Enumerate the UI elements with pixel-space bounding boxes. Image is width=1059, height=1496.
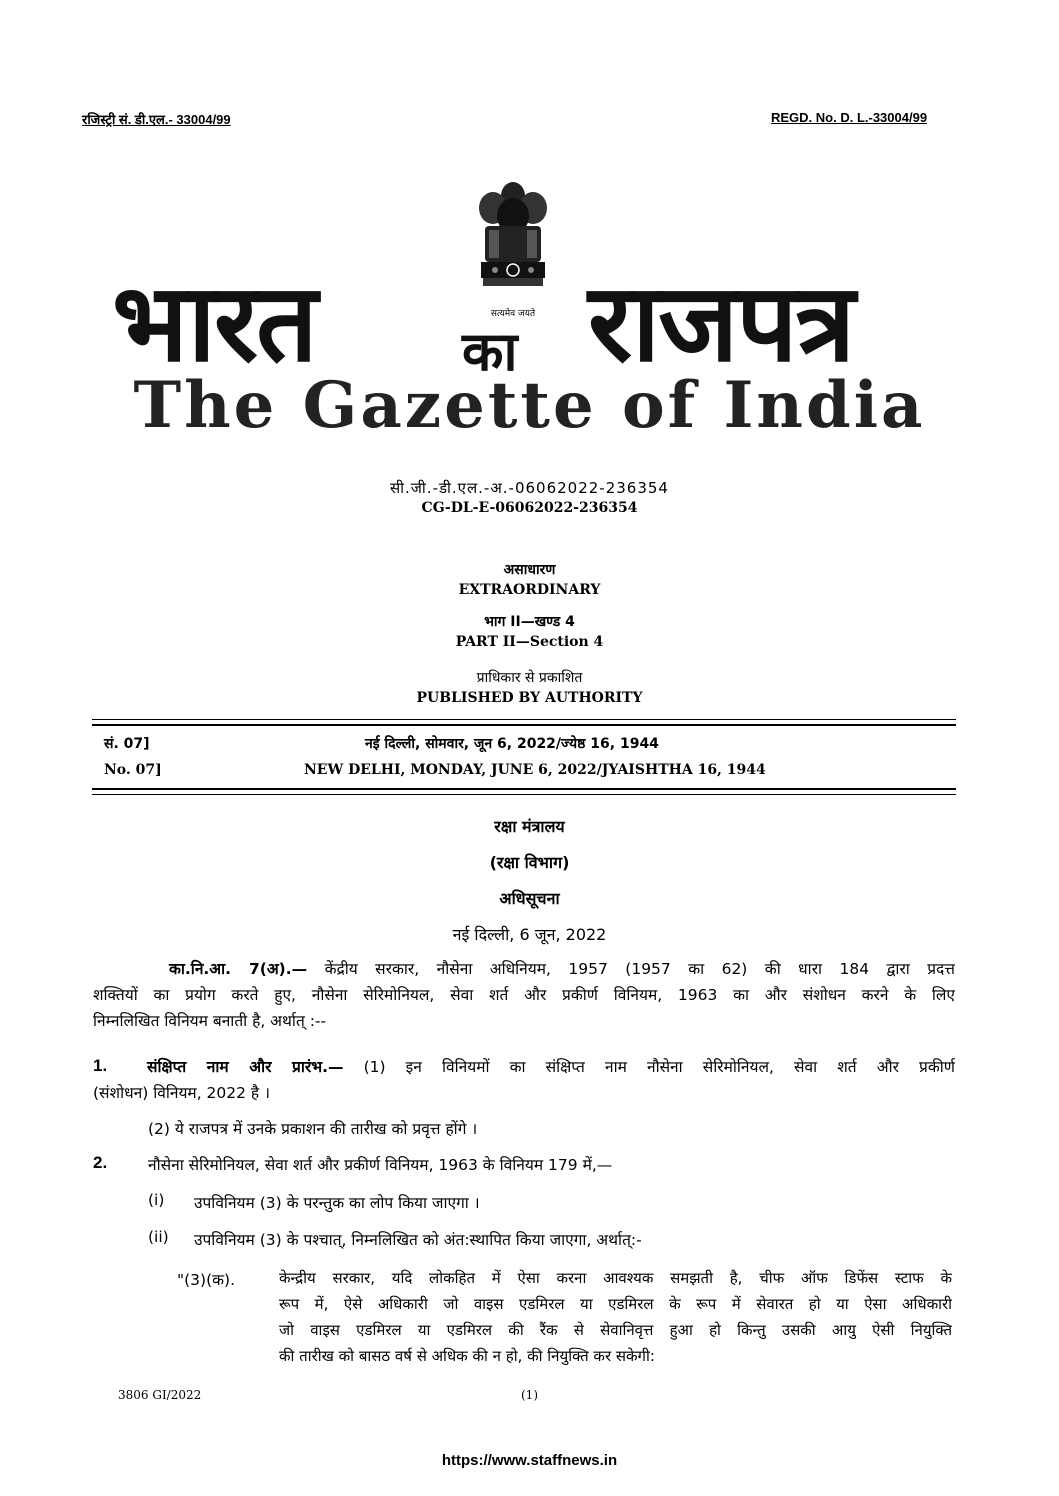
part-english: PART II—Section 4 (455, 634, 604, 650)
footer-url[interactable]: https://www.staffnews.in (441, 1452, 618, 1469)
national-emblem-icon (463, 178, 563, 318)
type-english: EXTRAORDINARY (458, 582, 601, 598)
issue-no-english: No. 07] (104, 762, 162, 778)
page-number: (1) (521, 1388, 538, 1402)
item-i-label: (i) (148, 1191, 165, 1209)
para1-line-1: (1) इन विनियमों का संक्षिप्त नाम नौसेना सेरिमोनियल, सेवा शर्त और प्रकीर्ण (363, 1058, 955, 1076)
top-rule-thick (92, 724, 956, 726)
masthead-hindi-mid: का (462, 320, 518, 383)
quote-paragraph (279, 1265, 952, 1369)
issue-no-hindi: सं. 07] (104, 736, 150, 752)
type-hindi: असाधारण (503, 562, 556, 578)
footer-code: 3806 GI/2022 (118, 1388, 202, 1402)
authority-english: PUBLISHED BY AUTHORITY (416, 690, 643, 706)
intro-line-3: निम्नलिखित विनियम बनाती है, अर्थात् :-- (93, 1012, 327, 1030)
notification-title: अधिसूचना (499, 889, 560, 908)
para1-line-2: (संशोधन) विनियम, 2022 है । (93, 1084, 270, 1102)
gazette-code-english: CG-DL-E-06062022-236354 (421, 500, 638, 516)
quote-line-4: की तारीख को बासठ वर्ष से अधिक की न हो, की नियुक्ति कर सकेगी: (279, 1347, 655, 1365)
bottom-rule (92, 794, 956, 795)
quote-label: "(3)(क). (177, 1271, 236, 1289)
quote-line-1: केन्द्रीय सरकार, यदि लोकहित में ऐसा करना आवश्यक समझती है, चीफ ऑफ डिफेंस स्टाफ के (279, 1269, 952, 1287)
intro-paragraph (93, 956, 955, 1034)
authority-hindi: प्राधिकार से प्रकाशित (476, 670, 583, 686)
para1-number: 1. (93, 1056, 108, 1075)
bottom-rule-thick (92, 788, 956, 790)
masthead-hindi-left: भारत (112, 261, 316, 386)
ministry-heading: रक्षा मंत्रालय (494, 817, 565, 836)
para1-heading: संक्षिप्त नाम और प्रारंभ.— (147, 1058, 344, 1076)
issue-date-english: NEW DELHI, MONDAY, JUNE 6, 2022/JYAISHTHA 16, 1944 (304, 762, 766, 778)
top-rule (92, 719, 956, 720)
intro-line-2: शक्तियों का प्रयोग करते हुए, नौसेना सेरिमोनियल, सेवा शर्त और प्रकीर्ण विनियम, 1963 का और संशोधन करने के लिए (93, 986, 955, 1004)
para1 (93, 1054, 955, 1106)
intro-line-1: केंद्रीय सरकार, नौसेना अधिनियम, 1957 (1957 का 62) की धारा 184 द्वारा प्रदत्त (324, 960, 955, 978)
para2-number: 2. (93, 1153, 108, 1172)
masthead-hindi-right: राजपत्र (588, 261, 854, 386)
registration-english: REGD. No. D. L.-33004/99 (771, 110, 928, 125)
department-heading: (रक्षा विभाग) (489, 853, 570, 872)
part-hindi: भाग II—खण्ड 4 (484, 614, 575, 630)
issue-date-hindi: नई दिल्ली, सोमवार, जून 6, 2022/ज्येष्ठ 16, 1944 (365, 736, 659, 752)
item-ii-label: (ii) (148, 1228, 169, 1246)
quote-line-3: जो वाइस एडमिरल या एडमिरल की रैंक से सेवानिवृत्त हुआ हो किन्तु उसकी आयु ऐसी नियुक्ति (279, 1321, 952, 1339)
gazette-code-hindi: सी.जी.-डी.एल.-अ.-06062022-236354 (390, 479, 669, 497)
quote-line-2: रूप में, ऐसे अधिकारी जो वाइस एडमिरल या एडमिरल के रूप में सेवारत हो या ऐसा अधिकारी (279, 1295, 952, 1313)
masthead-english: The Gazette of India (133, 368, 926, 443)
place-date: नई दिल्ली, 6 जून, 2022 (452, 925, 607, 944)
emblem-motto: सत्यमेव जयते (490, 309, 536, 319)
para1-sub2: (2) ये राजपत्र में उनके प्रकाशन की तारीख को प्रवृत्त होंगे । (148, 1120, 478, 1138)
intro-ref: का.नि.आ. 7(अ).— (169, 960, 308, 978)
item-i-text: उपविनियम (3) के परन्तुक का लोप किया जाएगा । (194, 1194, 480, 1212)
registration-hindi: रजिस्ट्री सं. डी.एल.- 33004/99 (82, 112, 231, 127)
para2-text: नौसेना सेरिमोनियल, सेवा शर्त और प्रकीर्ण विनियम, 1963 के विनियम 179 में,— (148, 1156, 613, 1174)
item-ii-text: उपविनियम (3) के पश्चात्, निम्नलिखित को अंत:स्थापित किया जाएगा, अर्थात्:- (194, 1231, 642, 1249)
